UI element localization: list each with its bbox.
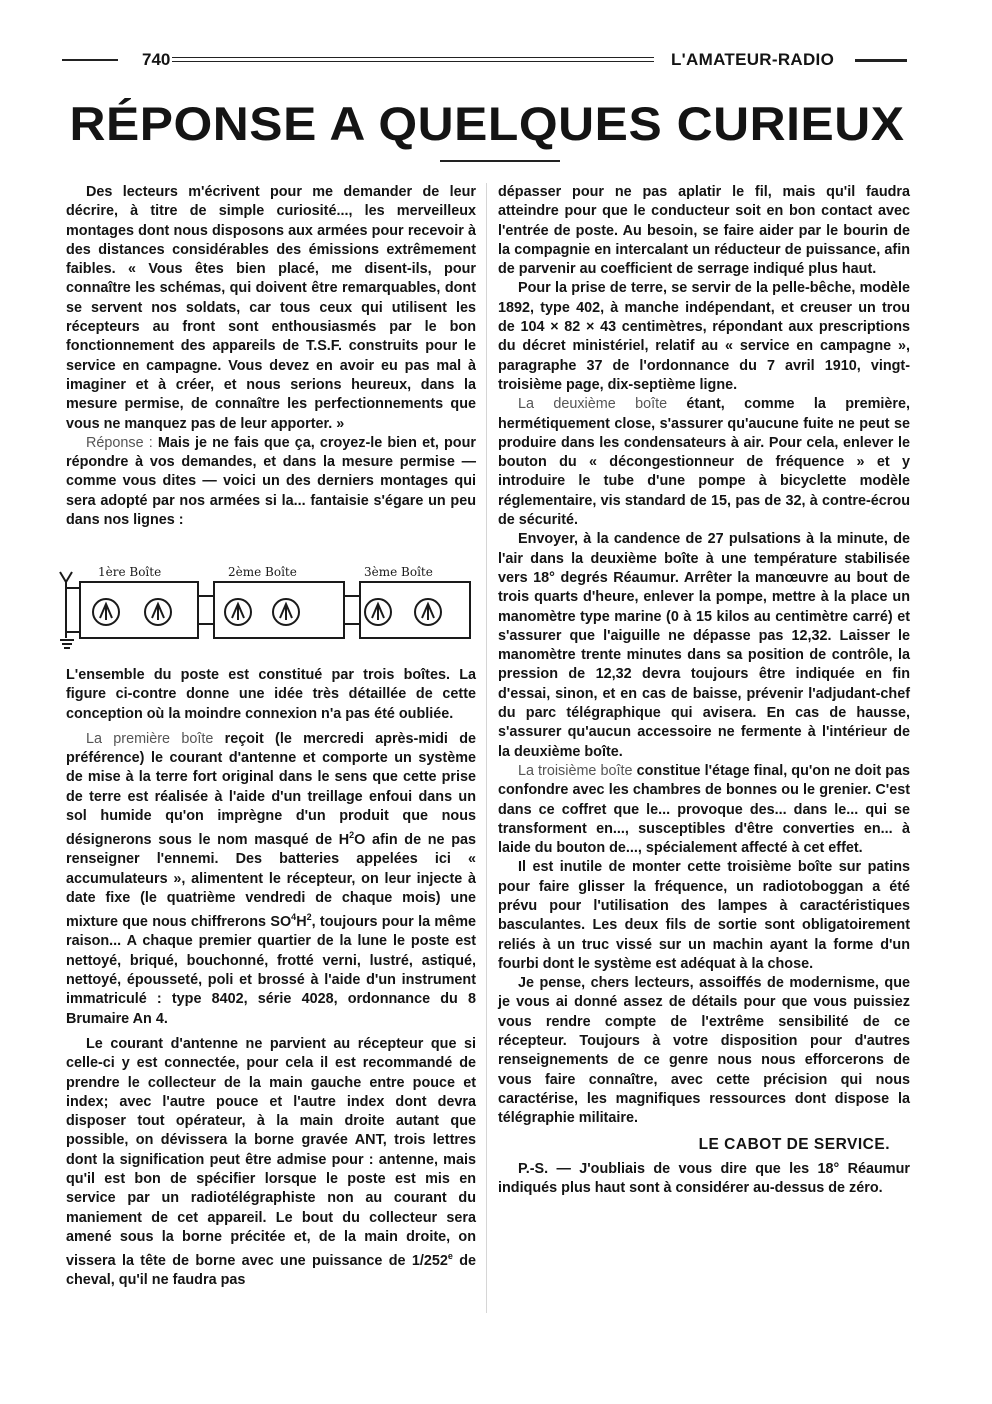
header-rule-right: [855, 59, 907, 62]
paragraph-ground: Pour la prise de terre, se servir de la pelle-bêche, modèle 1892, type 402, à manche indépendant, et creuser un trou de 104 × 82 × 43 centimètres, répondant aux prescriptions du décret ministériel, relatif au « service en campagne », paragraphe 37 de l'ordonnance du 7 avril 1910, vingt-troisième page, dix-septième ligne.: [498, 280, 910, 393]
response-lead: Réponse :: [86, 434, 153, 451]
box-2-label: 2ème Boîte: [228, 565, 297, 579]
third-box-lead: La troisième boîte: [518, 762, 633, 779]
paragraph-first-box: La première boîte reçoit (le mercredi après-midi de préférence) le courant d'antenne et comporte un système de mise à la terre fort original dans le sens que cette prise de terre est réalisée à l'aide d'un treillage enfoui dans un sol humide qu'on imprègne d'un produit que nous désignerons sous le nom masqué de $H^2O$ afin de ne pas renseigner l'ennemi. Des batteries appelées ici « accumulateurs », alimentent le récepteur, on leur injecte à date fixe (le quatrième vendredi de chaque mois) une mixture que nous chiffrerons $SO^4H^2$, toujours pour la même raison... A chaque premier quartier de la lune le poste est nettoyé, briqué, bouchonné, frotté verni, lustré, astiqué, nettoyé, épousseté, poli et brossé à l'aide d'un instrument immatriculé : type 8402, série 4028, ordonnance du 8 Brumaire An 4.: [66, 730, 477, 1027]
box-1: [80, 582, 198, 638]
paragraph-second-box: La deuxième boîte étant, comme la première, hermétiquement close, s'assurer qu'aucune fuite ne peut se produire dans les condensateurs à air. Pour cela, enlever le bouton du « décongestionneur de fréquence » et y introduire le tube d'une pompe à bicyclette modèle réglementaire, vis standard de 15, pas de 32, à contre-écrou de sécurité.: [498, 396, 910, 529]
postscript: P.-S. — J'oubliais de vous dire que les 18° Réaumur indiqués plus haut sont à considérer au-dessus de zéro.: [498, 1160, 910, 1197]
paragraph-pressure: Envoyer, à la candence de 27 pulsations à la minute, de l'air dans la deuxième boîte à une température stabilisée vers 18° degrés Réaumur. Arrêter la manœuvre au bout de trois quarts d'heure, enlever la pompe, mettre à la place un manomètre type marine (0 à 15 kilos au centimètre carré) et s'assurer que l'aiguille ne dépasse pas 12,32. Laisser le manomètre trente minutes dans sa position de contrôle, la pression de 12,32 devra toujours être indiquée en fin d'essai, sinon, et en cas de baisse, prévenir l'adjudant-chef du parc télégraphique qui avisera. En cas de hausse, s'assurer qu'aucun accessoire ne fermente à l'intérieur de la deuxième boîte.: [498, 531, 910, 760]
paragraph-ensemble: L'ensemble du poste est constitué par trois boîtes. La figure ci-contre donne une idée très détaillée de cette conception où la moindre connexion n'a pas été oubliée.: [66, 667, 476, 722]
paragraph-patins: Il est inutile de monter cette troisième boîte sur patins pour faire glisser la fréquence, un radiotoboggan a été prévu pour l'utilisation des lampes à caractéristiques basculantes. Les deux fils de sortie sont obligatoirement reliés à un truc vissé sur un machin ayant la forme d'un fourbi dont le système est adéquat à la chose.: [498, 859, 910, 972]
antenna-arm-right: [66, 572, 72, 582]
signature: LE CABOT DE SERVICE.: [698, 1135, 890, 1153]
box-3-label: 3ème Boîte: [364, 565, 433, 579]
second-box-lead: La deuxième boîte: [518, 396, 668, 413]
paragraph-response: Réponse : Mais je ne fais que ça, croyez-le bien et, pour répondre à vos demandes, et dans la mesure permise — comme vous dites — voici un des derniers montages qui sera adopté par nos armées si la... fantaisie s'égare un peu dans nos lignes :: [66, 434, 476, 529]
paragraph-antenna-current: Le courant d'antenne ne parvient au récepteur que si celle-ci y est connectée, pour cela il est recommandé de prendre le collecteur de la main gauche entre pouce et index; avec l'autre pouce et l'autre index dont devra disposer tout opérateur, à la main droite autant que possible, on dévissera la borne gravée ANT, trois lettres dont la signification peut être admise pour : antenne, mais qu'il est bon de spécifier lorsque le poste est mis en service par un radiotélégraphiste non au courant du maniement de cet appareil. Le bout du collecteur sera amené sous la borne précitée et, de la main droite, on vissera la tête de borne avec une puissance de 1/252e de cheval, qu'il ne faudra pas: [66, 1035, 476, 1289]
left-column-top: [66, 183, 476, 530]
running-header: [62, 50, 912, 72]
column-separator: [486, 183, 487, 1313]
article-title: RÉPONSE A QUELQUES CURIEUX: [69, 97, 905, 150]
header-rule-left: [62, 59, 118, 61]
three-box-diagram: [56, 562, 476, 652]
page-number: 740: [142, 50, 171, 69]
paragraph-intro: Des lecteurs m'écrivent pour me demander de leur décrire, à titre de simple curiosité..., les merveilleux montages dont nous disposons aux armées pour recevoir à des distances considérables des émissions extrêmement faibles. « Vous êtes bien placé, me disent-ils, pour connaître les schémas, qui doivent être remarquables, dont se servent nos soldats, car tous ceux qui utilisent les récepteurs au front sont enthousiasmés par le bon fonctionnement des appareils de T.S.F. construits pour le service en campagne. Vous devez en avoir eu pas mal à imaginer et à créer, et nous serions heureux, dans la mesure permise, de connaître les perfectionnements que vous ne manquez pas de leur apporter. »: [66, 184, 476, 432]
journal-name: L'AMATEUR-RADIO: [667, 50, 838, 70]
title-underline: [440, 160, 560, 162]
paragraph-conclusion: Je pense, chers lecteurs, assoiffés de modernisme, que je vous ai donné assez de détails pour que vous puissiez vous rendre compte de l'extrême sensibilité de ce récepteur. Toujours à votre disposition pour d'autres renseignements de ce genre nous nous efforcerons de vous faire connaître, avec cette précision qui nous caractérise, les magnifiques ressources dont dispose la télégraphie militaire.: [498, 975, 910, 1127]
right-column: [498, 183, 910, 1198]
box-1-label: 1ère Boîte: [98, 565, 162, 579]
antenna-arm-left: [60, 572, 66, 582]
paragraph-continuation: dépasser pour ne pas aplatir le fil, mais qu'il faudra atteindre pour que le conducteur soit en bon contact avec l'entrée de poste. Au besoin, se faire aider par le bourin de la compagnie en intercalant un réducteur de puissance, afin de parvenir au coefficient de serrage indiqué plus haut.: [498, 184, 910, 278]
first-box-lead: La première boîte: [86, 730, 214, 747]
diagram-svg: [56, 562, 476, 652]
header-rule-middle: [170, 57, 654, 62]
box-2: [214, 582, 344, 638]
paragraph-third-box: La troisième boîte constitue l'étage final, qu'on ne doit pas confondre avec les chambres de bonnes ou le grenier. C'est dans ce coffret que le... provoque des... dans le... qui se transforment en..., susceptibles d'être converties en... à laide du bouton de..., spécialement affecté à cet effet.: [498, 762, 911, 857]
left-column-bottom: [66, 666, 476, 1291]
